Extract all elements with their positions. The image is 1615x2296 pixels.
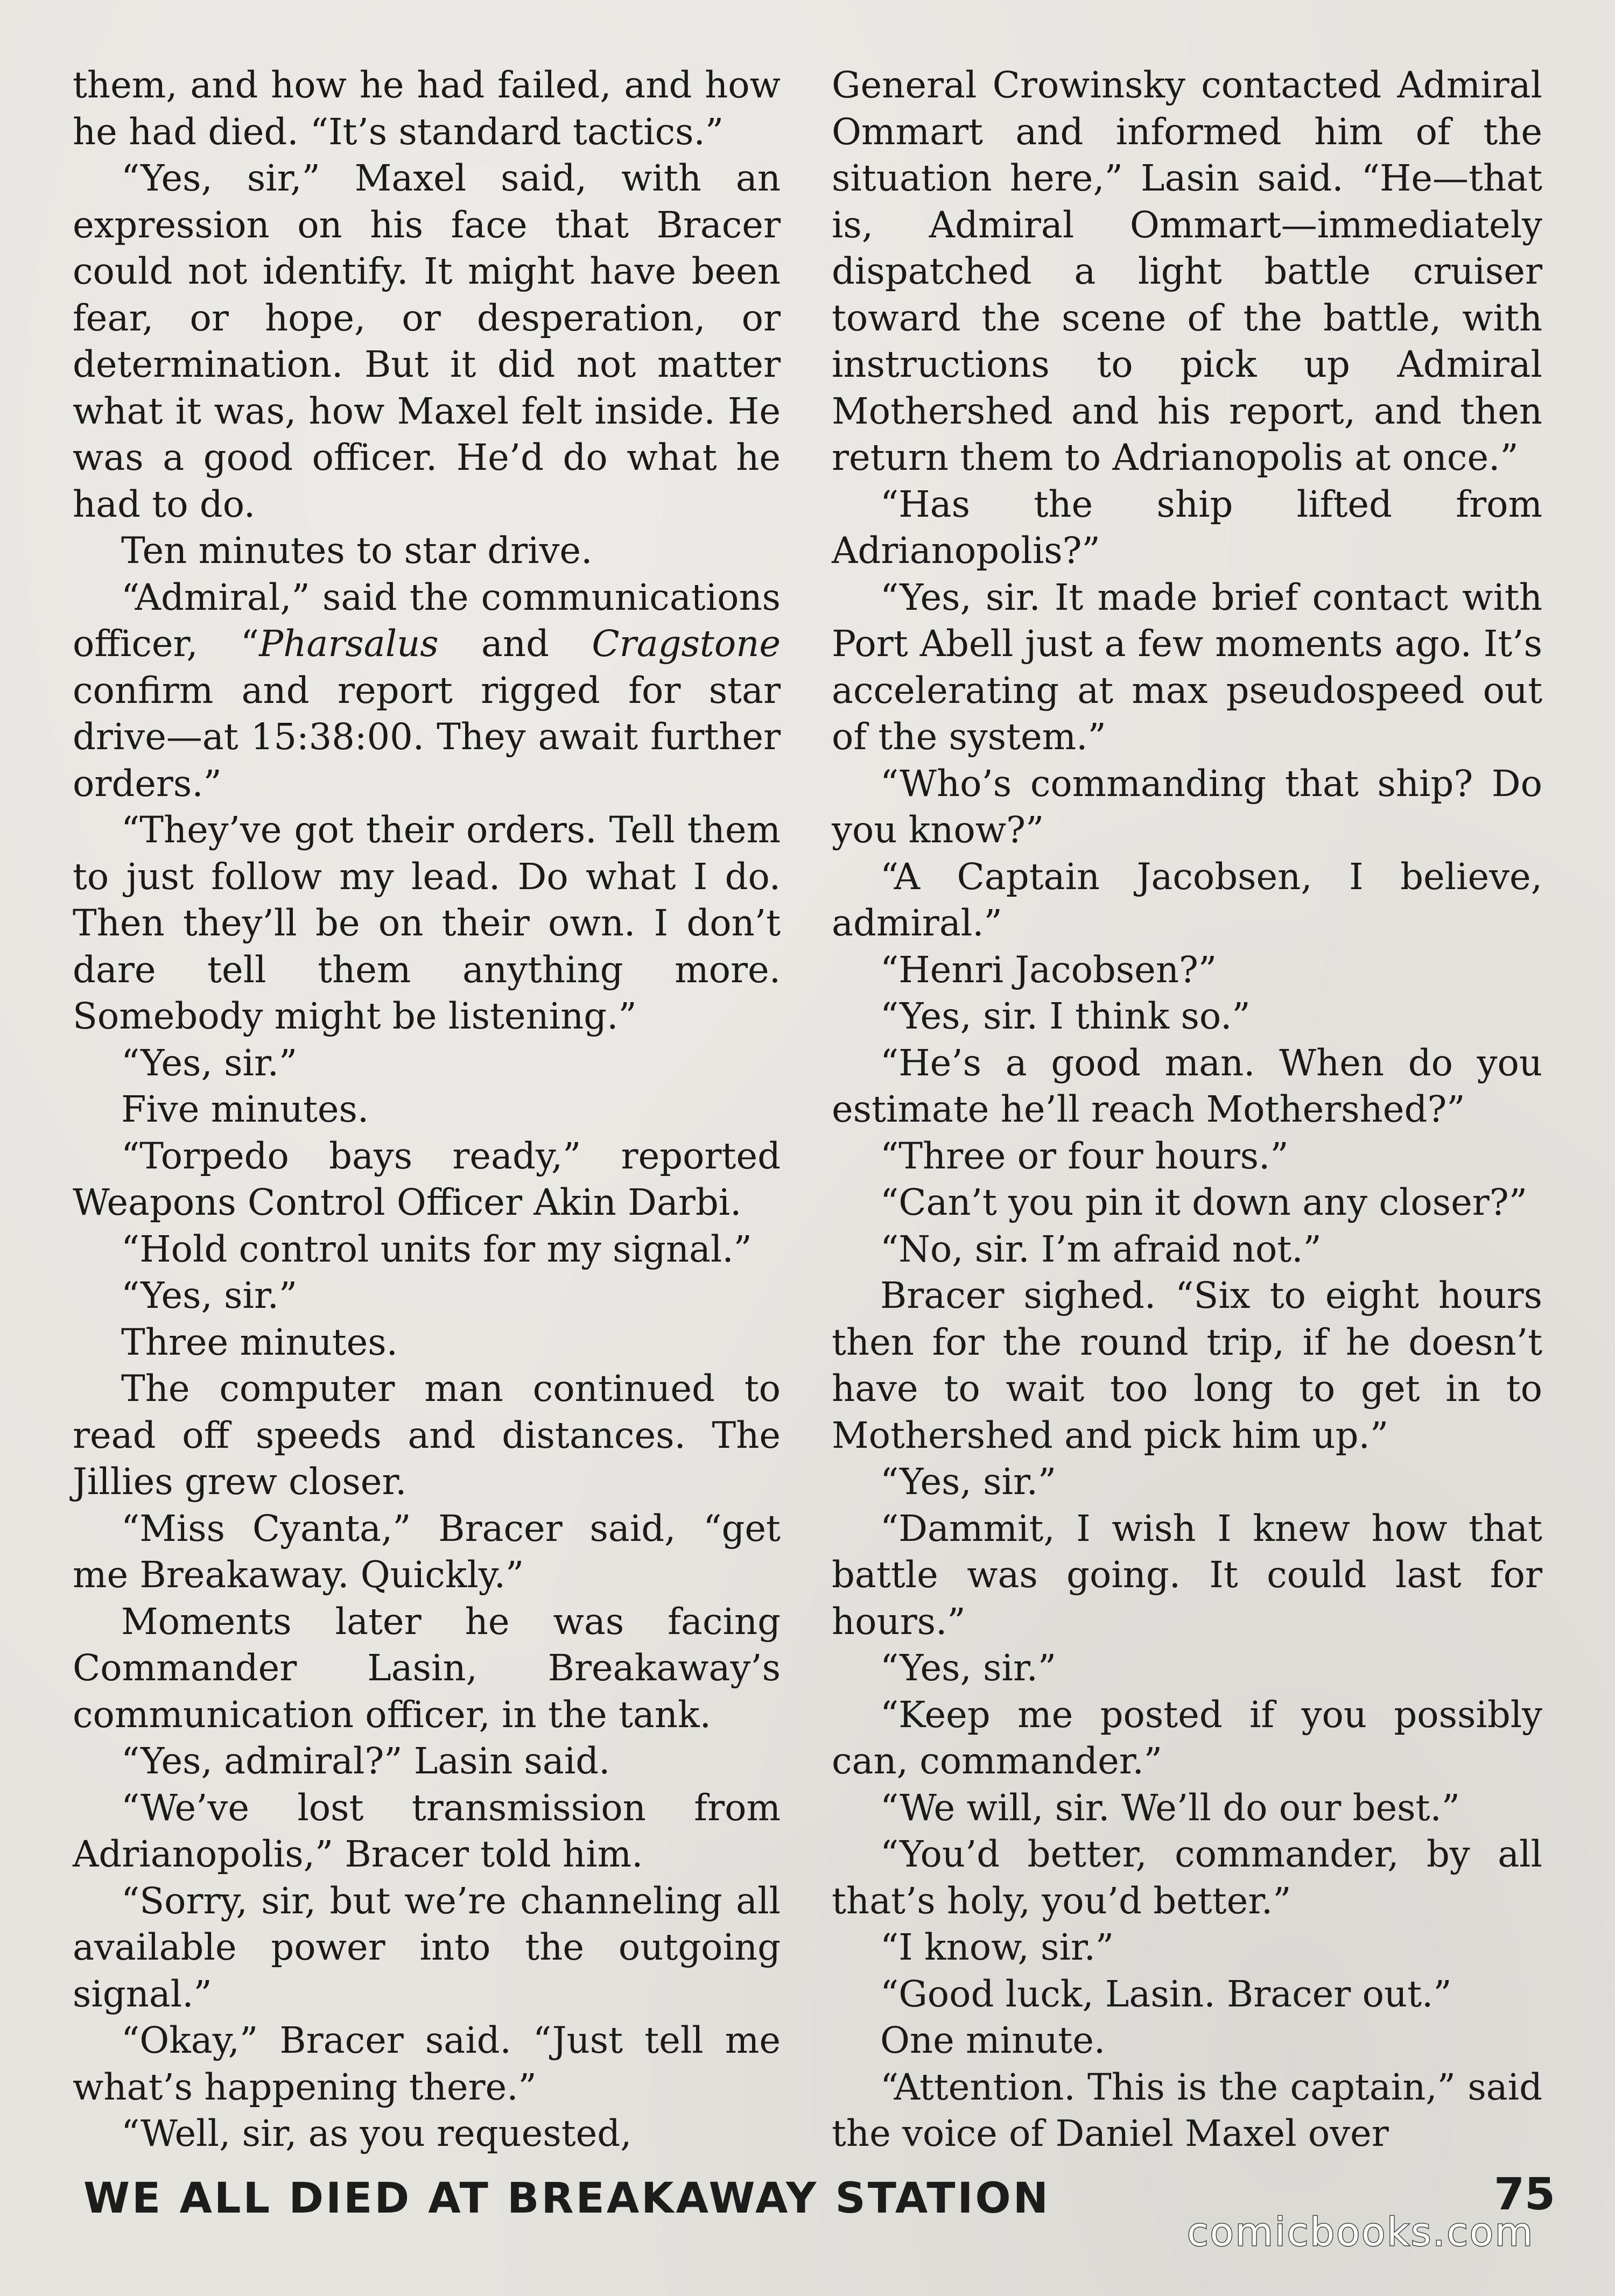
paragraph: “Dammit, I wish I knew how that battle was going. It could last for hours.” xyxy=(832,1507,1542,1643)
paragraph: “They’ve got their orders. Tell them to just follow my lead. Do what I do. Then they’ll be on their own. I don’t dare tell them anything more. Somebody might be listening.” xyxy=(73,809,781,1037)
paragraph: “He’s a good man. When do you estimate he’ll reach Mothershed?” xyxy=(832,1041,1542,1130)
paragraph: “Hold control units for my signal.” xyxy=(121,1228,752,1270)
watermark: comicbooks.com xyxy=(1187,2209,1535,2255)
paragraph: “We will, sir. We’ll do our best.” xyxy=(880,1786,1460,1829)
paragraph: “Okay,” Bracer said. “Just tell me what’s happening there.” xyxy=(73,2019,781,2108)
right-text-column xyxy=(832,62,1542,2157)
paragraph: “Keep me posted if you possibly can, commander.” xyxy=(832,1693,1542,1782)
paragraph: “Well, sir, as you requested, xyxy=(121,2112,632,2154)
paragraph: “I know, sir.” xyxy=(880,1926,1114,1968)
paragraph: “Three or four hours.” xyxy=(880,1135,1289,1177)
paragraph: Ten minutes to star drive. xyxy=(121,530,593,572)
page-number: 75 xyxy=(1494,2169,1556,2220)
paragraph: “Torpedo bays ready,” reported Weapons Control Officer Akin Darbi. xyxy=(73,1135,781,1223)
paragraph: “Yes, sir.” xyxy=(121,1041,298,1084)
paragraph: “You’d better, commander, by all that’s holy, you’d better.” xyxy=(832,1833,1542,1922)
paragraph: “Yes, sir.” xyxy=(121,1274,298,1316)
paragraph: “Yes, sir. I think so.” xyxy=(880,995,1251,1037)
paragraph: “Yes, sir.” xyxy=(880,1461,1057,1503)
paragraph: “We’ve lost transmission from Adrianopolis,” Bracer told him. xyxy=(73,1786,781,1875)
paragraph: “Yes, sir. It made brief contact with Port Abell just a few moments ago. It’s accelerating at max pseudospeed out of the system.” xyxy=(832,576,1542,758)
paragraph: them, and how he had failed, and how he had died. “It’s standard tactics.” xyxy=(73,64,781,153)
paragraph: One minute. xyxy=(880,2019,1106,2061)
paragraph: Bracer sighed. “Six to eight hours then for the round trip, if he doesn’t have to wait too long to get in to Mothershed and pick him up.” xyxy=(832,1274,1542,1456)
paragraph: Three minutes. xyxy=(121,1321,398,1363)
paragraph: “A Captain Jacobsen, I believe, admiral.” xyxy=(832,855,1542,944)
paragraph: “No, sir. I’m afraid not.” xyxy=(880,1228,1322,1270)
running-footer-title: WE ALL DIED AT BREAKAWAY STATION xyxy=(83,2174,1051,2223)
paragraph: The computer man continued to read off speeds and distances. The Jillies grew closer. xyxy=(73,1368,781,1503)
paragraph: “Has the ship lifted from Adrianopolis?” xyxy=(832,483,1542,572)
paragraph: “Attention. This is the captain,” said the voice of Daniel Maxel over xyxy=(832,2066,1542,2154)
paragraph: “Miss Cyanta,” Bracer said, “get me Breakaway. Quickly.” xyxy=(73,1507,781,1596)
paragraph: “Yes, sir.” xyxy=(880,1647,1057,1689)
paragraph: “Good luck, Lasin. Bracer out.” xyxy=(880,1973,1452,2015)
paragraph: “Henri Jacobsen?” xyxy=(880,948,1217,991)
paragraph: Five minutes. xyxy=(121,1088,369,1130)
paragraph: General Crowinsky contacted Admiral Ommart and informed him of the situation here,” Lasin said. “He—that is, Admiral Ommart—immediately dispatched a light battle cruiser toward the scene of the battle, with instructions to pick up Admiral Mothershed and his report, and then return them to Adrianopolis at once.” xyxy=(832,64,1542,478)
paragraph: Moments later he was facing Commander Lasin, Breakaway’s communication officer, in the tank. xyxy=(73,1600,781,1736)
paragraph: “Admiral,” said the communications officer, “Pharsalus and Cragstone confirm and report rigged for star drive—at 15:38:00. They await further orders.” xyxy=(73,576,781,805)
paragraph: “Can’t you pin it down any closer?” xyxy=(880,1181,1527,1223)
paragraph: “Yes, sir,” Maxel said, with an expression on his face that Bracer could not identify. It might have been fear, or hope, or desperation, or determination. But it did not matter what it was, how Maxel felt inside. He was a good officer. He’d do what he had to do. xyxy=(73,157,781,525)
left-text-column xyxy=(73,62,781,2157)
paragraph: “Sorry, sir, but we’re channeling all available power into the outgoing signal.” xyxy=(73,1879,781,2015)
paragraph: “Who’s commanding that ship? Do you know?” xyxy=(832,762,1542,851)
paragraph: “Yes, admiral?” Lasin said. xyxy=(121,1740,610,1782)
